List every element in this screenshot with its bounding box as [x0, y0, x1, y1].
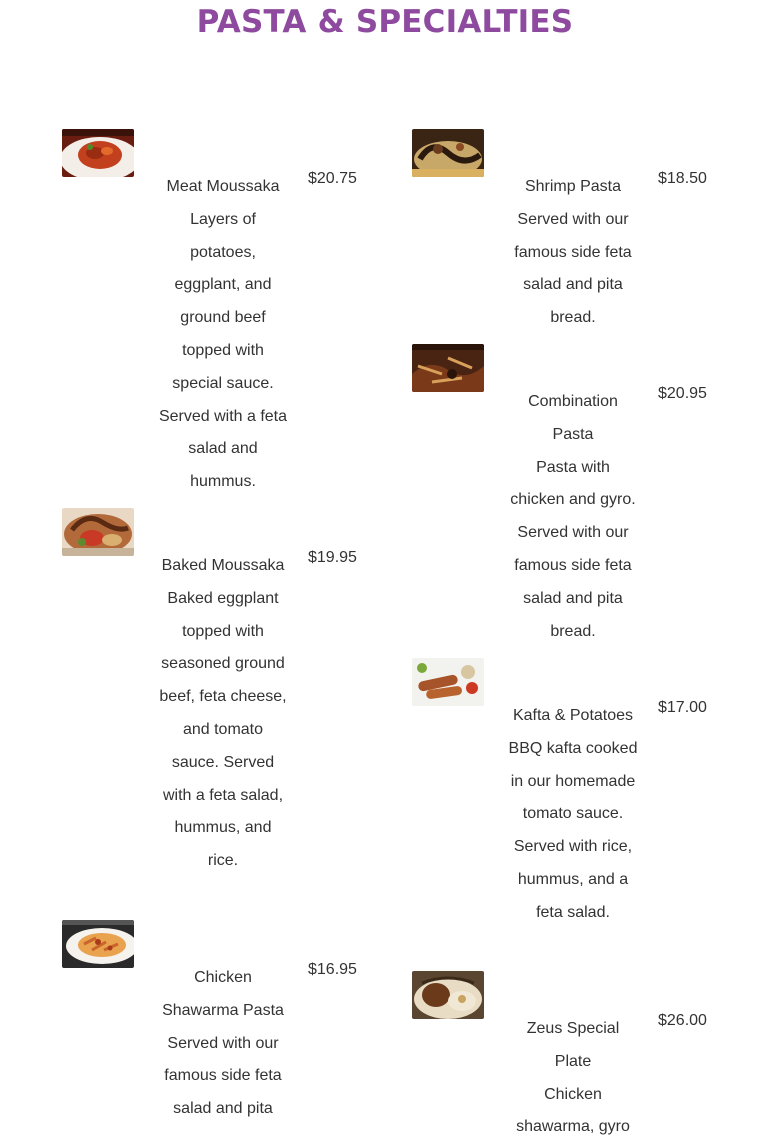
item-description: Served with our famous side feta salad and pita — [164, 1034, 282, 1118]
item-price: $26.00 — [658, 1012, 707, 1029]
moussaka-photo-icon[interactable] — [62, 129, 134, 177]
item-price: $18.50 — [658, 170, 707, 187]
item-price: $17.00 — [658, 699, 707, 716]
baked-moussaka-photo-icon[interactable] — [62, 508, 134, 556]
zeus-plate-photo-icon[interactable] — [412, 971, 484, 1019]
item-text — [508, 171, 638, 335]
item-price: $16.95 — [308, 961, 357, 978]
item-description: Baked eggplant topped with seasoned ground beef, feta cheese, and tomato sauce. Served with a feta salad, hummus, and rice. — [159, 589, 287, 870]
item-name: Kafta & Potatoes — [512, 707, 634, 724]
item-description: Chicken shawarma, gyro — [516, 1085, 630, 1136]
shrimp-pasta-photo-icon[interactable] — [412, 129, 484, 177]
item-name: Chicken Shawarma Pasta — [162, 969, 284, 1019]
item-name: Combination Pasta — [528, 393, 618, 443]
item-name: Meat Moussaka — [166, 178, 280, 195]
item-text — [158, 962, 288, 1126]
item-price: $20.75 — [308, 170, 357, 187]
item-price: $20.95 — [658, 385, 707, 402]
item-price: $19.95 — [308, 549, 357, 566]
item-text — [508, 386, 638, 648]
item-text — [158, 171, 288, 499]
item-description: Served with our famous side feta salad and pita bread. — [514, 210, 632, 327]
kafta-photo-icon[interactable] — [412, 658, 484, 706]
combination-pasta-photo-icon[interactable] — [412, 344, 484, 392]
item-description: Pasta with chicken and gyro. Served with our famous side feta salad and pita bread. — [510, 458, 636, 640]
item-name: Shrimp Pasta — [524, 178, 622, 195]
item-name: Baked Moussaka — [161, 557, 285, 574]
chicken-pasta-photo-icon[interactable] — [62, 920, 134, 968]
item-description: BBQ kafta cooked in our homemade tomato sauce. Served with rice, hummus, and a feta salad. — [508, 739, 638, 921]
item-name: Zeus Special Plate — [526, 1020, 620, 1070]
item-text — [158, 550, 288, 878]
item-text — [508, 1013, 638, 1144]
item-description: Layers of potatoes, eggplant, and ground beef topped with special sauce. Served with a feta salad and hummus. — [158, 210, 288, 491]
page-title: PASTA & SPECIALTIES — [196, 4, 574, 40]
item-text — [508, 700, 638, 930]
